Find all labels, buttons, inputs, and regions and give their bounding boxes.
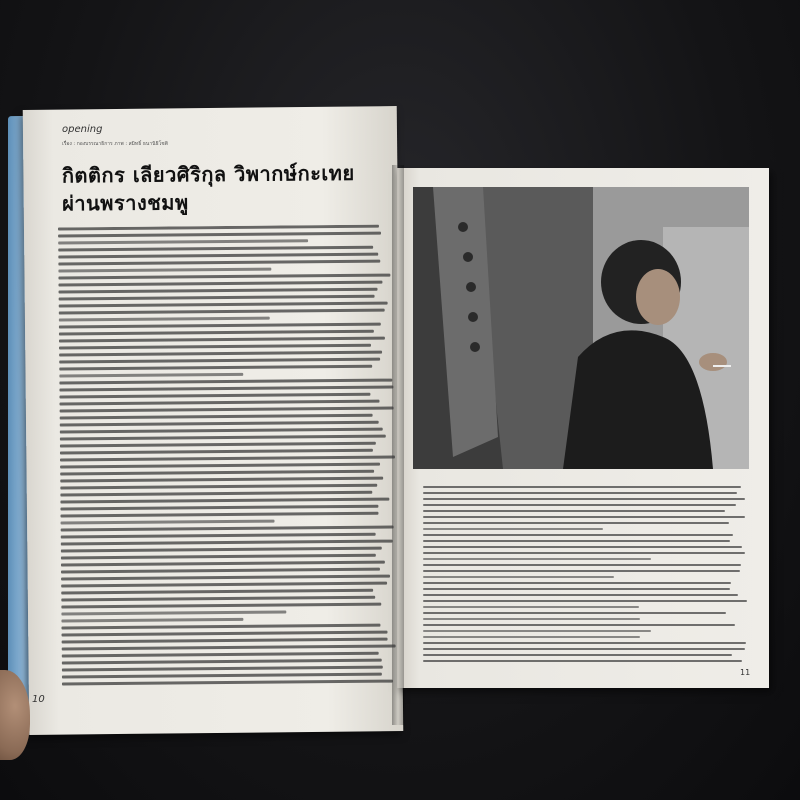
text-line — [423, 570, 740, 572]
text-line — [61, 520, 275, 525]
text-line — [423, 510, 725, 512]
text-line — [423, 528, 603, 530]
text-line — [60, 505, 378, 511]
text-line — [59, 302, 388, 308]
text-line — [59, 373, 243, 378]
text-line — [58, 246, 373, 252]
text-line — [58, 232, 381, 238]
credit-line: เรื่อง : กองบรรณาธิการ ภาพ : สมิทธิ์ ธนานิธิโชติ — [62, 141, 168, 147]
text-line — [61, 603, 381, 609]
text-line — [423, 534, 733, 536]
text-line — [423, 576, 614, 578]
text-line — [59, 330, 374, 336]
text-line — [59, 400, 379, 406]
article-title-line-2: ผ่านพรางชมพู — [62, 190, 189, 216]
text-line — [423, 648, 745, 650]
text-line — [58, 260, 380, 266]
text-line — [423, 492, 737, 494]
text-line — [423, 618, 640, 620]
text-line — [60, 484, 377, 490]
text-line — [423, 588, 730, 590]
text-line — [60, 449, 373, 455]
text-line — [423, 600, 747, 602]
text-line — [61, 561, 385, 567]
text-line — [61, 540, 393, 546]
text-line — [423, 612, 726, 614]
right-body-text — [423, 486, 751, 677]
text-line — [61, 624, 380, 630]
text-line — [423, 660, 742, 662]
text-line — [60, 421, 379, 427]
text-line — [62, 652, 379, 658]
text-line — [60, 414, 373, 420]
text-line — [423, 654, 732, 656]
text-line — [62, 659, 382, 665]
text-line — [62, 673, 382, 679]
text-line — [59, 393, 370, 399]
text-line — [58, 239, 308, 244]
text-line — [58, 268, 271, 273]
text-line — [59, 379, 392, 385]
text-line — [61, 631, 387, 637]
text-line — [58, 274, 390, 280]
text-line — [61, 554, 376, 560]
text-line — [59, 351, 382, 357]
text-line — [60, 470, 374, 476]
text-line — [61, 618, 243, 623]
text-line — [61, 582, 387, 588]
text-line — [59, 358, 380, 364]
text-line — [61, 547, 382, 553]
text-line — [423, 540, 730, 542]
section-label: opening — [62, 124, 103, 135]
text-line — [61, 610, 286, 615]
text-line — [423, 498, 745, 500]
text-line — [60, 435, 386, 441]
text-line — [59, 323, 381, 329]
text-line — [423, 516, 745, 518]
text-line — [59, 365, 372, 371]
text-line — [61, 589, 373, 595]
left-body-text — [58, 225, 397, 698]
text-line — [60, 512, 378, 518]
text-line — [423, 624, 735, 626]
text-line — [61, 568, 380, 574]
photo-illustration — [413, 187, 749, 469]
text-line — [59, 344, 371, 350]
text-line — [62, 666, 383, 672]
text-line — [60, 463, 380, 469]
text-line — [62, 645, 396, 651]
text-line — [60, 498, 389, 504]
article-title-line-1: กิตติกร เลียวศิริกุล วิพากษ์กะเทย — [61, 160, 355, 188]
text-line — [58, 281, 382, 287]
text-line — [60, 456, 395, 462]
text-line — [61, 533, 376, 539]
text-line — [60, 407, 394, 413]
text-line — [59, 386, 393, 392]
text-line — [59, 295, 375, 301]
text-line — [59, 317, 270, 322]
text-line — [59, 337, 385, 343]
text-line — [423, 558, 651, 560]
text-line — [423, 486, 741, 488]
text-line — [61, 596, 375, 602]
text-line — [62, 638, 388, 644]
article-title — [62, 159, 392, 218]
text-line — [58, 253, 378, 259]
text-line — [60, 442, 376, 448]
text-line — [59, 288, 378, 294]
text-line — [423, 636, 640, 638]
text-line — [60, 477, 383, 483]
text-line — [423, 642, 746, 644]
text-line — [423, 552, 745, 554]
text-line — [423, 522, 729, 524]
text-line — [423, 504, 736, 506]
text-line — [61, 575, 390, 581]
photo — [413, 187, 749, 469]
text-line — [61, 526, 394, 532]
text-line — [59, 309, 385, 315]
text-line — [423, 594, 738, 596]
text-line — [423, 630, 651, 632]
text-line — [423, 564, 741, 566]
text-line — [423, 606, 639, 608]
text-line — [423, 546, 742, 548]
text-line — [60, 428, 383, 434]
right-page-number: 11 — [740, 668, 751, 677]
text-line — [60, 491, 372, 497]
left-page-number: 10 — [32, 694, 45, 705]
text-line — [62, 680, 393, 686]
text-line — [423, 582, 731, 584]
